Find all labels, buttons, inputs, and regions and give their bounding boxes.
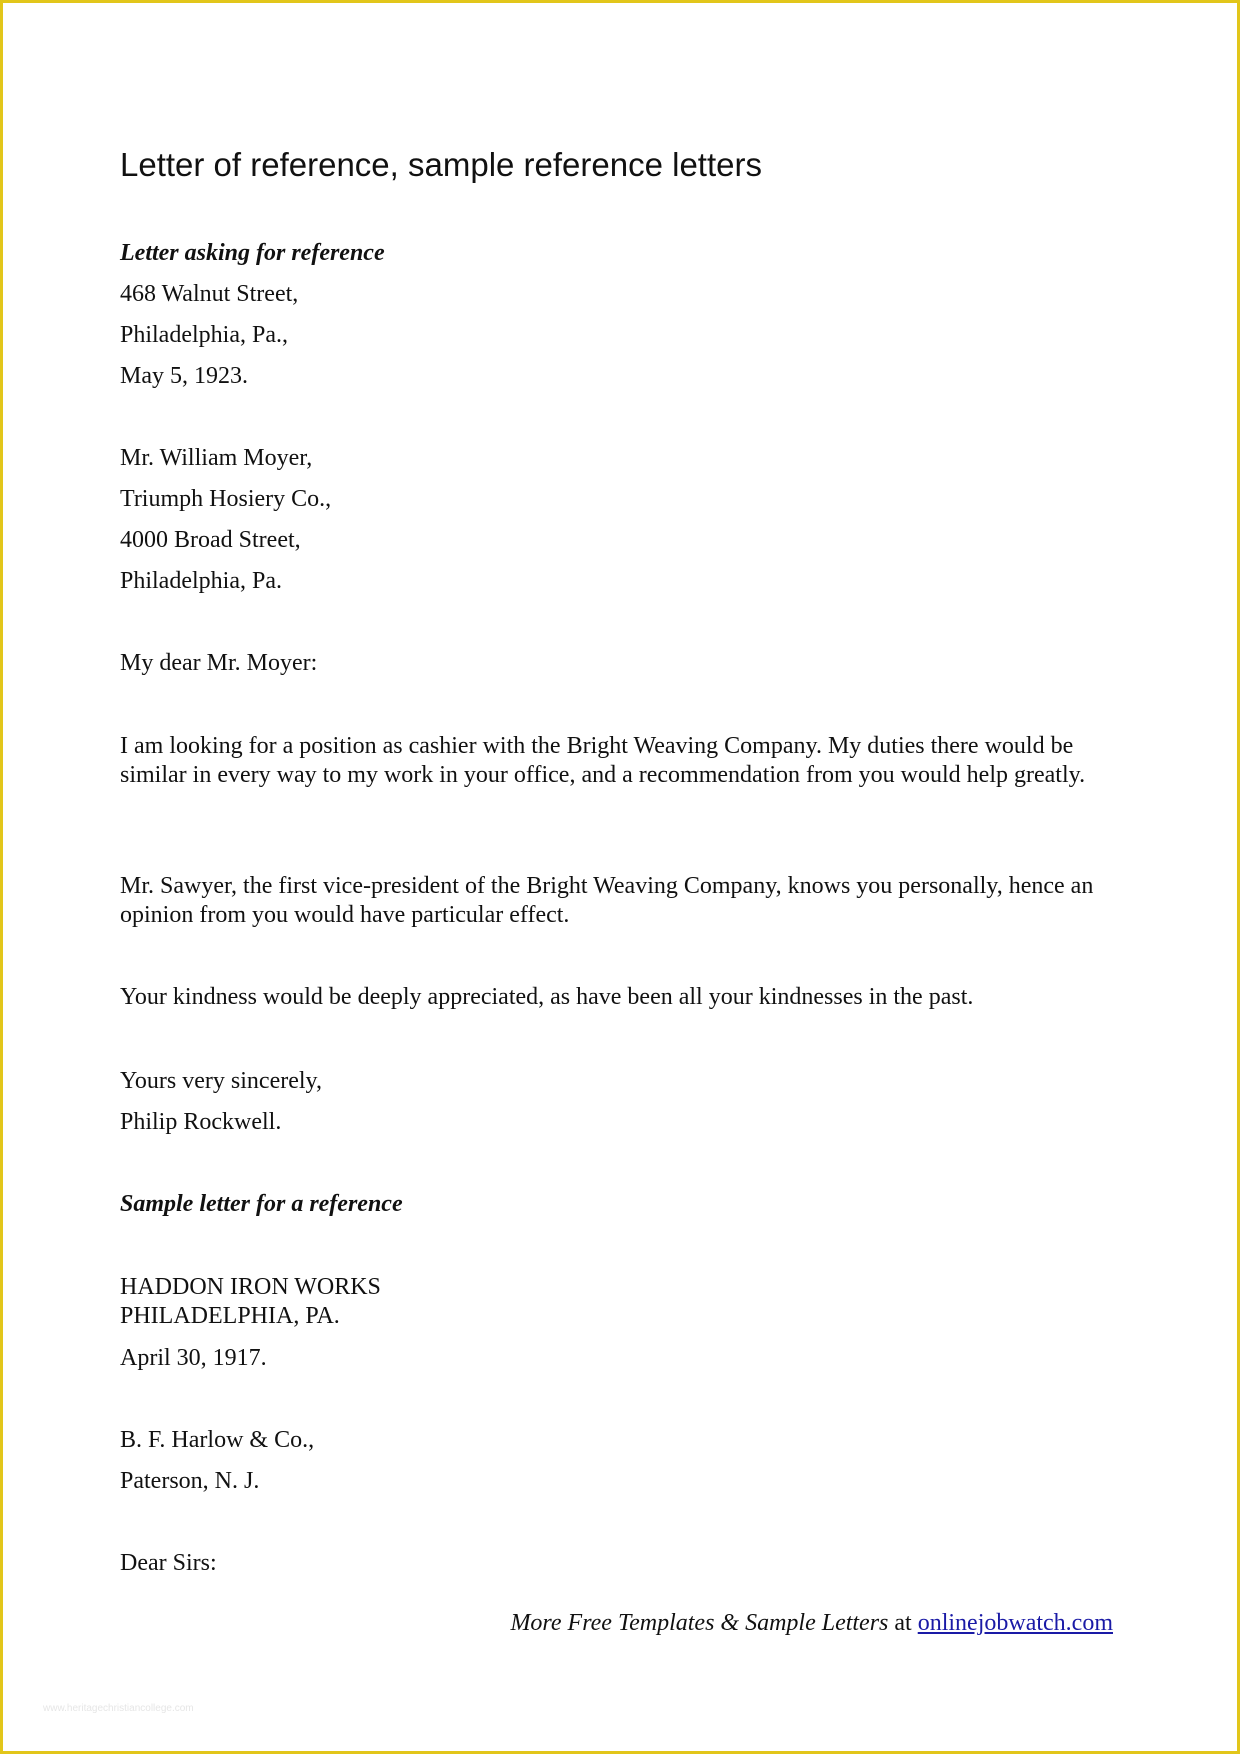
recipient-address-line: Triumph Hosiery Co., (120, 486, 332, 512)
recipient-address-line: B. F. Harlow & Co., (120, 1427, 315, 1453)
footer-link[interactable]: onlinejobwatch.com (917, 1610, 1113, 1636)
salutation: Dear Sirs: (120, 1550, 217, 1576)
sender-address-line: 468 Walnut Street, (120, 281, 299, 307)
letter1-heading: Letter asking for reference (120, 240, 385, 266)
body-paragraph: Mr. Sawyer, the first vice-president of the Bright Weaving Company, knows you personally, hence an opinion from you would have particular effect. (120, 873, 1094, 928)
letterhead-line: PHILADELPHIA, PA. (120, 1303, 340, 1329)
sender-address-line: Philadelphia, Pa., (120, 322, 288, 348)
closing: Yours very sincerely, (120, 1068, 322, 1094)
recipient-address-line: 4000 Broad Street, (120, 527, 301, 553)
footer (510, 1608, 1113, 1638)
page-title: Letter of reference, sample reference letters (120, 146, 762, 183)
recipient-address-line: Mr. William Moyer, (120, 445, 313, 471)
letter-date: April 30, 1917. (120, 1345, 267, 1371)
body-paragraph: I am looking for a position as cashier with the Bright Weaving Company. My duties there would be similar in every way to my work in your office, and a recommendation from you would help greatly. (120, 733, 1086, 788)
body-paragraph: Your kindness would be deeply appreciated, as have been all your kindnesses in the past. (120, 984, 974, 1010)
footer-text: More Free Templates & Sample Letters (510, 1610, 889, 1636)
recipient-address-line: Philadelphia, Pa. (120, 568, 282, 594)
salutation: My dear Mr. Moyer: (120, 650, 318, 676)
signature: Philip Rockwell. (120, 1109, 282, 1135)
letterhead-line: HADDON IRON WORKS (120, 1274, 381, 1300)
footer-connector: at (888, 1610, 918, 1636)
letter-date: May 5, 1923. (120, 363, 248, 389)
recipient-address-line: Paterson, N. J. (120, 1468, 260, 1494)
watermark: www.heritagechristiancollege.com (43, 1703, 194, 1714)
letter2-heading: Sample letter for a reference (120, 1191, 403, 1217)
